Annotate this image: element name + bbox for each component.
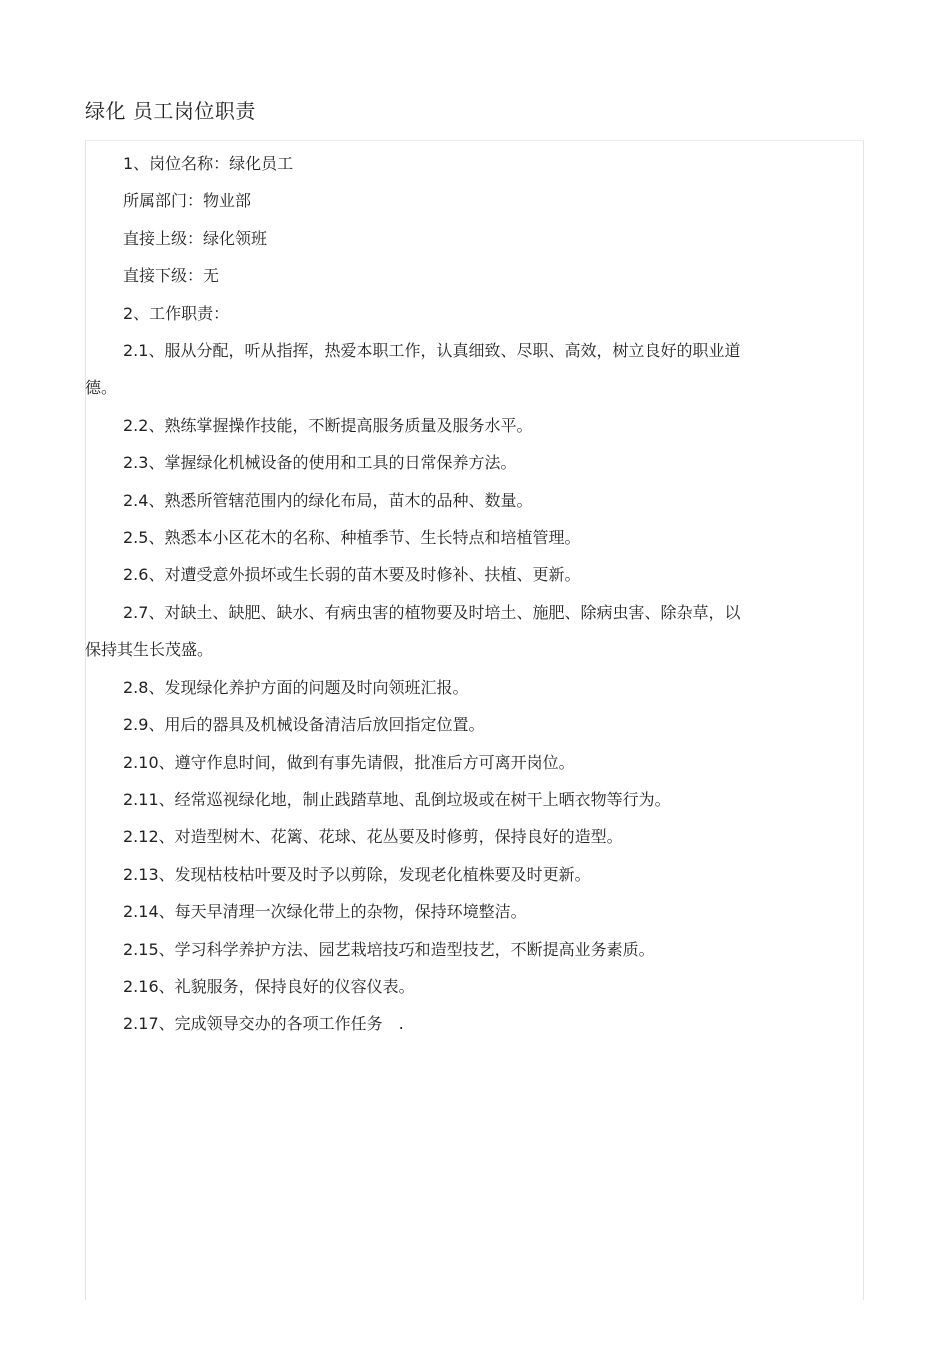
text-line: 2.14、每天早清理一次绿化带上的杂物，保持环境整洁。 — [123, 902, 527, 922]
text-line: 德。 — [85, 378, 118, 398]
document-body — [85, 145, 820, 1043]
text-line: 2.16、礼貌服务，保持良好的仪容仪表。 — [123, 976, 415, 996]
text-line: 1、岗位名称：绿化员工 — [123, 154, 294, 173]
page-title: 绿化 员工岗位职责 — [85, 99, 256, 123]
text-line: 2.1、服从分配，听从指挥，热爱本职工作，认真细致、尽职、高效，树立良好的职业道 — [123, 341, 741, 361]
text-line: 2.5、熟悉本小区花木的名称、种植季节、生长特点和培植管理。 — [123, 528, 581, 548]
text-line: 2.13、发现枯枝枯叶要及时予以剪除，发现老化植株要及时更新。 — [123, 864, 591, 884]
text-line: 2.8、发现绿化养护方面的问题及时向领班汇报。 — [123, 677, 469, 697]
text-line: 2、工作职责： — [123, 303, 230, 323]
text-line: 2.2、熟练掌握操作技能，不断提高服务质量及服务水平。 — [123, 415, 533, 435]
text-line: 2.9、用后的器具及机械设备清洁后放回指定位置。 — [123, 715, 485, 735]
text-line: 2.12、对造型树木、花篱、花球、花丛要及时修剪，保持良好的造型。 — [123, 827, 623, 847]
text-line: 2.7、对缺土、缺肥、缺水、有病虫害的植物要及时培土、施肥、除病虫害、除杂草，以 — [123, 602, 741, 622]
text-line: 所属部门：物业部 — [123, 191, 252, 211]
text-line: 保持其生长茂盛。 — [85, 640, 214, 660]
text-line: 2.17、完成领导交办的各项工作任务 . — [123, 1014, 404, 1034]
text-line: 2.15、学习科学养护方法、园艺栽培技巧和造型技艺，不断提高业务素质。 — [123, 939, 655, 959]
text-line: 2.3、掌握绿化机械设备的使用和工具的日常保养方法。 — [123, 453, 517, 473]
text-line: 2.11、经常巡视绿化地，制止践踏草地、乱倒垃圾或在树干上晒衣物等行为。 — [123, 789, 671, 809]
text-line: 直接上级：绿化领班 — [123, 228, 268, 248]
text-line: 直接下级：无 — [123, 266, 220, 286]
text-line: 2.10、遵守作息时间，做到有事先请假，批准后方可离开岗位。 — [123, 752, 575, 772]
text-line: 2.4、熟悉所管辖范围内的绿化布局，苗木的品种、数量。 — [123, 490, 533, 510]
text-line: 2.6、对遭受意外损坏或生长弱的苗木要及时修补、扶植、更新。 — [123, 565, 581, 585]
